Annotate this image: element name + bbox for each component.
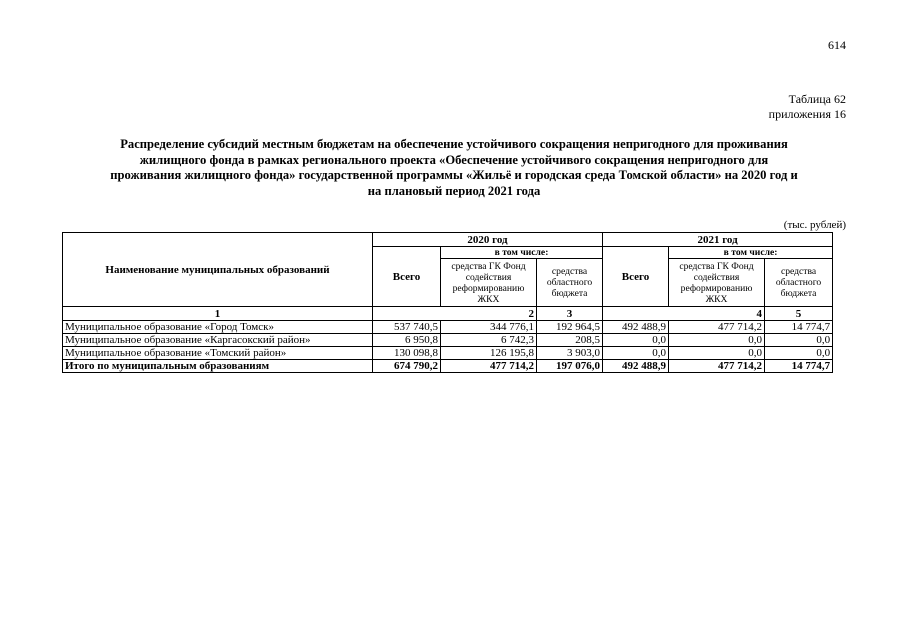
cell-fund-2021: 477 714,2 — [669, 321, 765, 334]
title-line: на плановый период 2021 года — [367, 183, 541, 198]
header-fund-2021: средства ГК Фонд содействия реформированию ЖКХ — [669, 259, 765, 307]
header-row — [63, 233, 833, 247]
total-regional-2021: 14 774,7 — [765, 360, 833, 373]
total-fund-2020: 477 714,2 — [441, 360, 537, 373]
column-number: 2 — [373, 307, 537, 321]
total-fund-2021: 477 714,2 — [669, 360, 765, 373]
column-number: 1 — [63, 307, 373, 321]
table-number: Таблица 62 — [788, 92, 846, 106]
document-title — [62, 137, 846, 199]
column-number: 4 — [603, 307, 765, 321]
header-total-2020: Всего — [373, 247, 441, 307]
cell-fund-2020: 126 195,8 — [441, 347, 537, 360]
header-fund-2020: средства ГК Фонд содействия реформированию ЖКХ — [441, 259, 537, 307]
cell-total-2020: 130 098,8 — [373, 347, 441, 360]
cell-fund-2021: 0,0 — [669, 334, 765, 347]
cell-total-2021: 492 488,9 — [603, 321, 669, 334]
cell-total-2021: 0,0 — [603, 347, 669, 360]
header-including-2020: в том числе: — [441, 247, 603, 259]
header-regional-2020: средства областного бюджета — [537, 259, 603, 307]
total-regional-2020: 197 076,0 — [537, 360, 603, 373]
header-year-2021: 2021 год — [603, 233, 833, 247]
cell-total-2021: 0,0 — [603, 334, 669, 347]
subsidy-table — [62, 232, 833, 373]
units-label: (тыс. рублей) — [783, 219, 846, 231]
row-name: Муниципальное образование «Каргасокский район» — [63, 334, 373, 347]
header-name: Наименование муниципальных образований — [63, 233, 373, 307]
cell-regional-2020: 3 903,0 — [537, 347, 603, 360]
column-number: 5 — [765, 307, 833, 321]
header-total-2021: Всего — [603, 247, 669, 307]
header-including-2021: в том числе: — [669, 247, 833, 259]
cell-total-2020: 537 740,5 — [373, 321, 441, 334]
total-row-name: Итого по муниципальным образованиям — [63, 360, 373, 373]
page-number: 614 — [828, 38, 846, 52]
title-line: проживания жилищного фонда» государственной программы «Жильё и городская среда Томской области» на 2020 год и — [110, 168, 798, 183]
title-line: жилищного фонда в рамках регионального проекта «Обеспечение устойчивого сокращения непригодного для — [139, 152, 769, 167]
total-total-2021: 492 488,9 — [603, 360, 669, 373]
cell-regional-2021: 14 774,7 — [765, 321, 833, 334]
table-row — [63, 321, 833, 334]
cell-total-2020: 6 950,8 — [373, 334, 441, 347]
column-number-row — [63, 307, 833, 321]
column-number: 3 — [537, 307, 603, 321]
table-caption — [0, 92, 846, 122]
header-regional-2021: средства областного бюджета — [765, 259, 833, 307]
cell-fund-2021: 0,0 — [669, 347, 765, 360]
appendix-reference: приложения 16 — [768, 107, 846, 121]
cell-regional-2021: 0,0 — [765, 347, 833, 360]
cell-regional-2021: 0,0 — [765, 334, 833, 347]
cell-regional-2020: 208,5 — [537, 334, 603, 347]
row-name: Муниципальное образование «Томский район» — [63, 347, 373, 360]
total-total-2020: 674 790,2 — [373, 360, 441, 373]
title-line: Распределение субсидий местным бюджетам на обеспечение устойчивого сокращения непригодного для проживания — [120, 137, 788, 151]
header-year-2020: 2020 год — [373, 233, 603, 247]
cell-fund-2020: 6 742,3 — [441, 334, 537, 347]
row-name: Муниципальное образование «Город Томск» — [63, 321, 373, 334]
total-row — [63, 360, 833, 373]
table-row — [63, 334, 833, 347]
cell-fund-2020: 344 776,1 — [441, 321, 537, 334]
cell-regional-2020: 192 964,5 — [537, 321, 603, 334]
table-row — [63, 347, 833, 360]
